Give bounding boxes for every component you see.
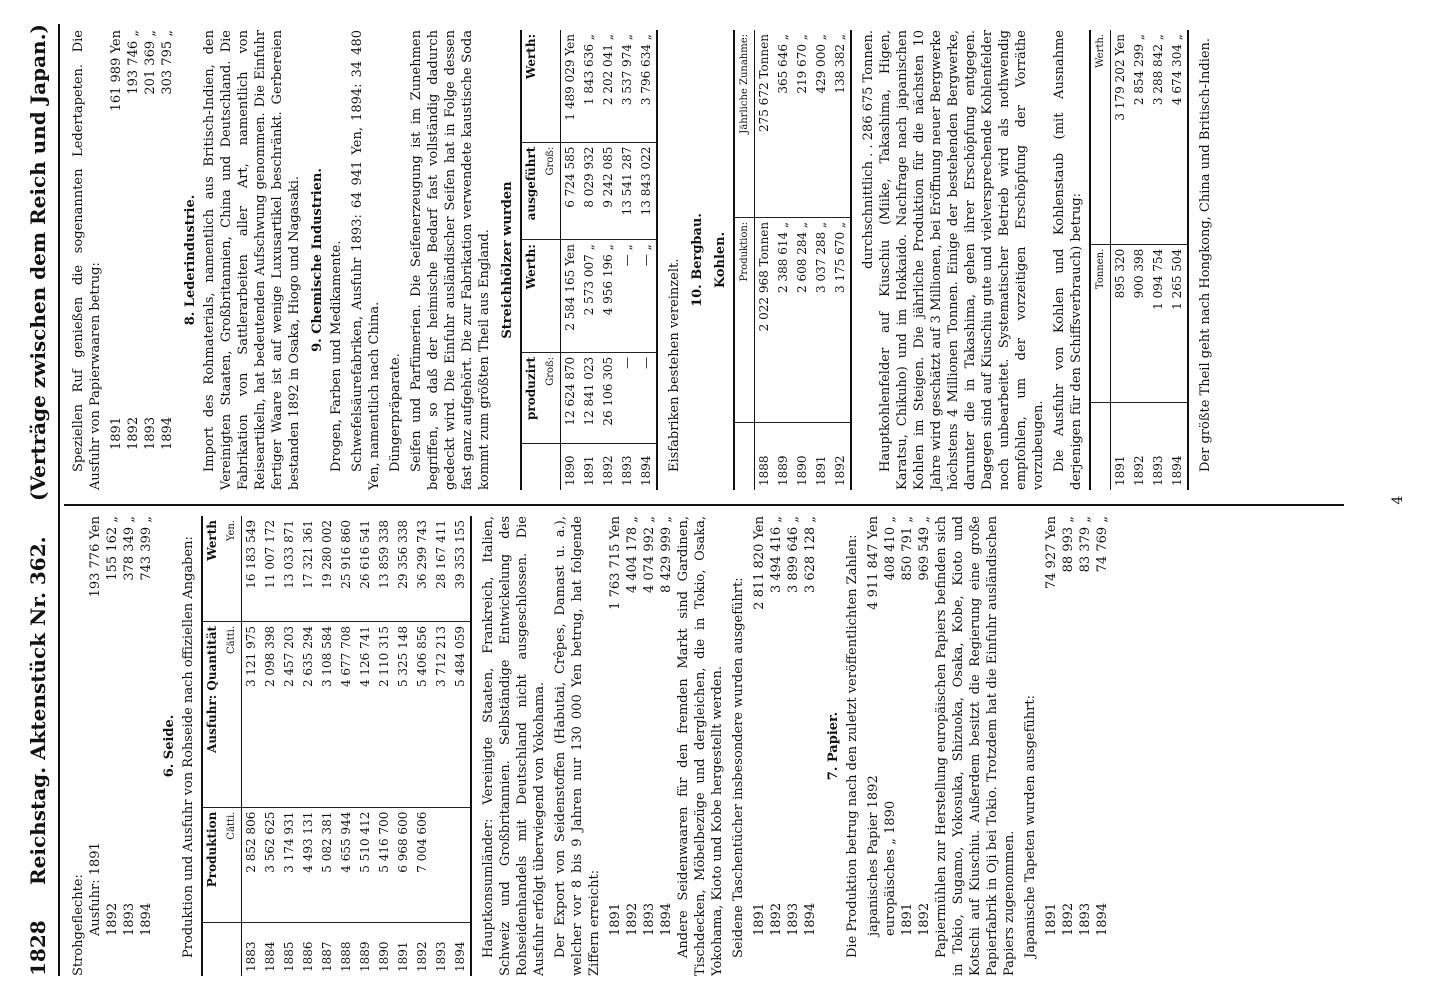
list-cell: 74 927 Yen <box>1044 516 1059 590</box>
table-cell: 25 916 860 <box>337 516 356 621</box>
table-cell: 2 110 315 <box>375 621 394 807</box>
table-cell: 1889 <box>358 941 372 972</box>
list-cell: 1894 <box>139 902 154 936</box>
table-cell: 9 242 085 <box>599 142 618 240</box>
table-cell: — <box>637 352 657 444</box>
table-cell: 1891 <box>582 455 596 486</box>
list-item <box>125 30 142 490</box>
list-cell: 3 628 128 „ <box>803 516 818 594</box>
table-header-cell: Groß: <box>541 142 561 240</box>
table-cell: 4 655 944 <box>337 807 356 923</box>
table-cell: 1891 <box>814 455 828 486</box>
table-cell: 1887 <box>320 941 334 972</box>
list-cell: 1892 <box>917 902 932 936</box>
stroh-list <box>87 516 155 976</box>
table-cell: 6 968 600 <box>394 807 413 923</box>
table-cell: 1 265 504 <box>1168 244 1188 402</box>
table-cell: 4 677 708 <box>337 621 356 807</box>
table-cell: 11 007 172 <box>261 516 280 621</box>
list-cell: 155 162 „ <box>105 516 120 581</box>
list-item <box>104 516 121 976</box>
list-cell: 2 811 820 Yen <box>752 516 767 610</box>
list-item <box>1060 516 1077 976</box>
table-cell: 1890 <box>377 941 391 972</box>
table-cell: 3 175 670 „ <box>831 217 851 422</box>
table-cell: 4 126 741 <box>356 621 375 807</box>
table-cell: 4 956 196 „ <box>599 240 618 353</box>
table-cell: 26 616 541 <box>356 516 375 621</box>
chem-p2: Schwefelsäurefabriken, Ausfuhr 1893: 64 941 Yen, 1894: 34 480 Yen, namentlich nach China. <box>350 30 382 490</box>
table-cell: 1893 <box>620 455 634 486</box>
table-cell: 2 584 165 Yen <box>561 240 581 353</box>
table-cell: 1885 <box>282 941 296 972</box>
list-item <box>916 516 933 976</box>
table-cell: 1892 <box>601 455 615 486</box>
list-cell: 1893 <box>143 416 158 450</box>
table-cell: 2 573 007 „ <box>580 240 599 353</box>
table-cell: 1893 <box>434 941 448 972</box>
table-cell: 19 280 002 <box>318 516 337 621</box>
kohlen-export-head <box>1090 30 1111 490</box>
list-item <box>1094 516 1111 976</box>
table-header-cell: Groß: <box>541 352 561 444</box>
table-cell: — „ <box>637 240 657 353</box>
list-item <box>785 516 802 976</box>
tuch-list <box>751 516 819 976</box>
table-header-cell: Yen. <box>222 516 242 621</box>
table-cell: 13 843 022 <box>637 142 657 240</box>
table-cell: 1888 <box>339 941 353 972</box>
list-item <box>607 516 624 976</box>
seide-table-head <box>202 516 222 976</box>
leder-list <box>108 30 176 490</box>
list-item <box>87 516 104 976</box>
table-header-cell: Tonnen. <box>1090 244 1111 402</box>
table-row <box>812 30 831 490</box>
table-cell <box>451 807 471 923</box>
table-cell: 3 562 625 <box>261 807 280 923</box>
table-cell: 1883 <box>244 941 258 972</box>
right-column <box>70 30 1218 490</box>
list-cell: 408 410 „ <box>883 516 898 581</box>
streich-table-head <box>521 30 541 490</box>
table-row <box>1111 30 1131 490</box>
kohlen-export-body <box>1111 30 1189 490</box>
list-cell: 303 795 „ <box>160 30 175 95</box>
list-cell: 1894 <box>659 902 674 936</box>
streich-table-sub <box>541 30 561 490</box>
table-row <box>261 516 280 976</box>
list-cell: 1891 <box>608 902 623 936</box>
list-cell: europäisches „ 1890 <box>883 800 898 936</box>
list-item <box>899 516 916 976</box>
table-cell: 17 321 361 <box>299 516 318 621</box>
list-item <box>1077 516 1094 976</box>
table-cell: 1894 <box>451 923 471 976</box>
streich-table <box>520 30 658 490</box>
table-row <box>1130 30 1149 490</box>
table-cell: 2 202 041 „ <box>599 30 618 142</box>
seide-table-units <box>222 516 242 976</box>
list-cell: 1892 <box>1061 902 1076 936</box>
table-row <box>413 516 432 976</box>
seide-export-list <box>607 516 675 976</box>
section-seide-heading: 6. Seide. <box>162 714 177 778</box>
table-row <box>318 516 337 976</box>
list-cell: 83 379 „ <box>1078 516 1093 573</box>
table-row <box>831 30 851 490</box>
table-cell: 1894 <box>1168 402 1188 490</box>
list-cell: 1892 <box>105 902 120 936</box>
table-cell: 1891 <box>1113 455 1127 486</box>
list-item <box>882 516 899 976</box>
list-cell: 1894 <box>160 416 175 450</box>
table-header-cell <box>541 30 561 142</box>
table-cell: 2 852 806 <box>242 807 262 923</box>
chem-p3: Düngerpräparate. <box>388 353 403 472</box>
kohlen-average: durchschnittlich . . 286 675 Tonnen. <box>861 30 876 269</box>
list-cell: 1891 <box>1044 902 1059 936</box>
chem-p4: Seifen und Parfümerien. Die Seifenerzeugung ist im Zunehmen begriffen, so daß der heimische Bedarf fast vollständig dadurch gedeckt wird. Die Einfuhr ausländischer Seifen hat in Folge dessen fast ganz aufgehört. Die zur Fabrikation verwendete kaustische Soda kommt zum größten Theil aus England. <box>409 30 492 490</box>
seide-p4: Seidene Taschentücher insbesondere wurden ausgeführt: <box>731 577 746 958</box>
kohlen-table-body <box>755 30 852 490</box>
table-row <box>432 516 451 976</box>
table-cell: 3 108 584 <box>318 621 337 807</box>
table-cell: 1892 <box>415 941 429 972</box>
list-cell: 3 494 416 „ <box>769 516 784 594</box>
table-row <box>561 30 581 490</box>
list-item <box>142 30 159 490</box>
leder-p: Import des Rohmaterials, namentlich aus Britisch-Indien, den Vereinigten Staaten, Großbritannien, China und Deutschland. Die Fabrikation von Sattlerarbeiten aller Art, namentlich von Reiseartikeln, hat bedeutenden Aufschwung genommen. Die Einfuhr fertiger Waare ist auf wenige Luxusartikel beschränkt. Gerbereien bestanden 1892 in Osaka, Hiogo und Nagasaki. <box>202 30 302 490</box>
table-cell: 6 724 585 <box>561 142 581 240</box>
list-item <box>802 516 819 976</box>
seide-intro: Produktion und Ausfuhr von Rohseide nach offiziellen Angaben: <box>181 536 196 958</box>
table-cell: 5 082 381 <box>318 807 337 923</box>
table-cell: 1888 <box>757 455 771 486</box>
table-cell: 3 288 842 „ <box>1149 30 1168 244</box>
section-leder-heading: 8. Lederindustrie. <box>183 194 198 326</box>
table-cell: 13 033 871 <box>280 516 299 621</box>
stroh-label: Strohgeflechte: <box>71 874 86 976</box>
table-header-cell: Jährliche Zunahme: <box>734 30 755 217</box>
table-row <box>242 516 262 976</box>
page-title: Reichstag. Aktenstück Nr. 362. <box>26 536 50 885</box>
table-row <box>774 30 793 490</box>
chem-p1: Drogen, Farben und Medikamente. <box>329 240 344 472</box>
table-cell: 429 000 „ <box>812 30 831 217</box>
table-cell: 5 406 856 <box>413 621 432 807</box>
table-row <box>1168 30 1188 490</box>
table-row <box>394 516 413 976</box>
list-cell: 1891 <box>752 902 767 936</box>
table-cell: 39 353 155 <box>451 516 471 621</box>
bergbau-p1: Hauptkohlenfelder auf Kiuschiu (Miike, Takashima, Higen, Karatsu, Chikuho) und im Hokkaido. Nachfrage nach japanischen Kohlen im Steigen. Die jährliche Produktion für die nächsten 10 Jahre wird geschätzt auf 3 Millionen, bei Eröffnung neuer Bergwerke höchstens 4 Millionen Tonnen. Einige der bestehenden Bergwerke, darunter die in Takashima, gehen ihrer Erschöpfung entgegen. Dagegen sind auf Kiuschiu gute und vielversprechende Kohlenfelder noch unbearbeitet. Systematischer Betrieb wird als nothwendig empfohlen, um der vorzeitigen Erschöpfung der Vorräthe vorzubeugen. <box>878 30 1046 490</box>
table-cell: 3 179 202 Yen <box>1111 30 1131 244</box>
table-cell: 1890 <box>795 455 809 486</box>
table-cell: 12 841 023 <box>580 352 599 444</box>
table-cell: 2 388 614 „ <box>774 217 793 422</box>
table-cell: 3 174 931 <box>280 807 299 923</box>
table-cell: 28 167 411 <box>432 516 451 621</box>
list-cell: 193 746 „ <box>126 30 141 95</box>
table-header-cell <box>521 444 541 490</box>
table-row <box>280 516 299 976</box>
seide-p3: Andere Seidenwaaren für den fremden Markt sind Gardinen, Tischdecken, Möbelbezüge und dergleichen, die in Tokio, Osaka, Yokohama, Kioto und Kobe hergestellt werden. <box>676 516 725 976</box>
table-header-cell <box>541 240 561 353</box>
table-header-cell: Werth: <box>521 240 541 353</box>
list-cell: 969 549 „ <box>917 516 932 581</box>
table-cell: 3 712 213 <box>432 621 451 807</box>
table-cell: 900 398 <box>1130 244 1149 402</box>
list-item <box>138 516 155 976</box>
table-cell: 1892 <box>831 422 851 490</box>
table-row <box>637 30 657 490</box>
list-cell: 193 776 Yen <box>88 516 103 598</box>
seide-p2: Der Export von Seidenstoffen (Habutai, Crêpes, Damast u. a.), welcher vor 8 bis 9 Jahren nur 130 000 Yen betrug, hat folgende Ziffern erreicht: <box>553 516 602 976</box>
list-cell: 1892 <box>126 416 141 450</box>
page-number: 1828 <box>26 920 50 976</box>
list-cell: 161 989 Yen <box>109 30 124 112</box>
kohlen-table <box>733 30 852 490</box>
list-cell: 1893 <box>1078 902 1093 936</box>
list-cell: Ausfuhr: 1891 <box>88 842 103 936</box>
list-cell: 4 074 992 „ <box>642 516 657 594</box>
tapeten-list <box>1043 516 1111 976</box>
table-cell: 2 098 398 <box>261 621 280 807</box>
table-header-cell <box>1090 402 1111 490</box>
list-cell: 4 911 847 Yen <box>866 516 881 610</box>
table-cell: 12 624 870 <box>561 352 581 444</box>
table-header-cell: Cätti. <box>222 807 242 923</box>
table-cell <box>432 807 451 923</box>
list-item <box>865 516 882 976</box>
table-cell: 1 094 754 <box>1149 244 1168 402</box>
table-cell: 5 325 148 <box>394 621 413 807</box>
list-cell: 378 349 „ <box>122 516 137 581</box>
table-cell: — „ <box>618 240 637 353</box>
kohlen-table-head <box>734 30 755 490</box>
list-cell: 1893 <box>786 902 801 936</box>
table-row <box>580 30 599 490</box>
table-row <box>793 30 812 490</box>
table-cell: 2 457 203 <box>280 621 299 807</box>
table-header-cell: Produktion: <box>734 217 755 422</box>
table-cell: 1884 <box>263 941 277 972</box>
section-chem-heading: 9. Chemische Industrien. <box>310 168 325 352</box>
list-cell: 1894 <box>1095 902 1110 936</box>
table-header-cell <box>541 444 561 490</box>
list-cell: 1 763 715 Yen <box>608 516 623 610</box>
table-header-cell <box>734 422 755 490</box>
table-header-cell <box>202 923 222 976</box>
table-cell: 275 672 Tonnen <box>755 30 775 217</box>
table-cell: 2 854 299 „ <box>1130 30 1149 244</box>
section-papier-heading: 7. Papier. <box>826 711 841 781</box>
table-cell: 36 299 743 <box>413 516 432 621</box>
table-cell: 5 484 059 <box>451 621 471 807</box>
seide-table <box>201 516 472 976</box>
list-cell: 1892 <box>625 902 640 936</box>
table-cell: 365 646 „ <box>774 30 793 217</box>
table-cell: 13 859 338 <box>375 516 394 621</box>
table-cell: 138 382 „ <box>831 30 851 217</box>
table-row <box>337 516 356 976</box>
column-divider <box>64 504 1344 506</box>
table-row <box>356 516 375 976</box>
table-cell: 3 037 288 „ <box>812 217 831 422</box>
table-cell: 4 674 304 „ <box>1168 30 1188 244</box>
table-cell: 3 796 634 „ <box>637 30 657 142</box>
left-column <box>70 516 1111 976</box>
list-cell: 8 429 999 „ <box>659 516 674 594</box>
table-cell: 1886 <box>301 941 315 972</box>
table-row <box>618 30 637 490</box>
page-subtitle: (Verträge zwischen dem Reich und Japan.) <box>26 24 50 502</box>
table-cell: 219 670 „ <box>793 30 812 217</box>
bergbau-p3: Der größte Theil geht nach Hongkong, China und Britisch-Indien. <box>1198 37 1213 472</box>
list-cell: 74 769 „ <box>1095 516 1110 573</box>
table-header-cell: Werth: <box>521 30 541 142</box>
table-header-cell: Produktion <box>202 807 222 923</box>
table-header-cell <box>222 923 242 976</box>
table-row <box>599 30 618 490</box>
table-cell: 1 489 029 Yen <box>561 30 581 142</box>
table-header-cell: Werth. <box>1090 30 1111 244</box>
table-header-cell: ausgeführt <box>521 142 541 240</box>
table-cell: 7 004 606 <box>413 807 432 923</box>
table-row <box>755 30 775 490</box>
table-header-cell: produzirt <box>521 352 541 444</box>
papier-p: Papiermühlen zur Herstellung europäischen Papiers befinden sich in Tokio, Sugamo, Yokosuka, Shizuoka, Osaka, Kobe, Kioto und Kotschi auf Kiuschiu. Außerdem besitzt die Regierung eine große Papierfabrik in Oji bei Tokio. Trotzdem hat die Einfuhr ausländischen Papiers zugenommen. <box>934 516 1017 976</box>
streich-table-body <box>561 30 658 490</box>
list-item <box>159 30 176 490</box>
list-cell: 850 791 „ <box>900 516 915 581</box>
table-cell: 4 493 131 <box>299 807 318 923</box>
table-header-cell: Werth <box>202 516 222 621</box>
table-cell: 2 022 968 Tonnen <box>755 217 775 422</box>
table-cell: 16 183 549 <box>242 516 262 621</box>
papier-intro: Die Produktion betrug nach den zuletzt veröffentlichten Zahlen: <box>845 534 860 958</box>
table-cell: 1 843 636 „ <box>580 30 599 142</box>
footer-page-number: 4 <box>1390 495 1406 505</box>
section-bergbau-heading: 10. Bergbau. <box>690 213 705 307</box>
table-cell: 29 356 338 <box>394 516 413 621</box>
kohlen-export-table <box>1089 30 1189 490</box>
seide-table-body <box>242 516 472 976</box>
list-item <box>658 516 675 976</box>
table-cell: 3 121 975 <box>242 621 262 807</box>
table-cell: 1893 <box>1151 455 1165 486</box>
table-cell: — <box>618 352 637 444</box>
table-cell: 3 537 974 „ <box>618 30 637 142</box>
list-item <box>751 516 768 976</box>
table-cell: 2 608 284 „ <box>793 217 812 422</box>
table-header-cell: Ausfuhr: Quantität <box>202 621 222 807</box>
table-cell: 8 029 932 <box>580 142 599 240</box>
list-cell: 1894 <box>803 902 818 936</box>
table-cell: 1894 <box>637 444 657 490</box>
eis-text: Eisfabriken bestehen vereinzelt. <box>667 258 682 472</box>
table-cell: 1892 <box>1132 455 1146 486</box>
table-row <box>451 516 471 976</box>
table-cell: 1890 <box>563 455 577 486</box>
papier-list <box>865 516 933 976</box>
list-item <box>121 516 138 976</box>
list-cell: 201 369 „ <box>143 30 158 95</box>
list-cell: 1893 <box>122 902 137 936</box>
table-cell: 5 416 700 <box>375 807 394 923</box>
bergbau-p2: Die Ausfuhr von Kohlen und Kohlenstaub (mit Ausnahme derjenigen für den Schiffsverbrauch) betrug: <box>1052 30 1084 490</box>
list-cell: 3 899 646 „ <box>786 516 801 594</box>
seide-p1: Hauptkonsumländer: Vereinigte Staaten, Frankreich, Italien, Schweiz und Großbritannien. Selbständige Entwickelung des Rohseidenhandels mit Deutschland nicht ausgeschlossen. Die Ausfuhr erfolgt überwiegend von Yokohama. <box>481 516 547 976</box>
list-cell: japanisches Papier 1892 <box>866 775 881 936</box>
table-cell: 26 106 305 <box>599 352 618 444</box>
list-cell: 1891 <box>109 416 124 450</box>
list-cell: 4 404 178 „ <box>625 516 640 594</box>
table-row <box>1149 30 1168 490</box>
streich-heading: Streichhölzer wurden <box>500 181 515 339</box>
list-item <box>1043 516 1060 976</box>
tapeten-intro: Japanische Tapeten wurden ausgeführt: <box>1023 695 1038 958</box>
list-cell: 1892 <box>769 902 784 936</box>
kohlen-subheading: Kohlen. <box>713 231 728 289</box>
table-row <box>299 516 318 976</box>
list-item <box>768 516 785 976</box>
table-cell: 5 510 412 <box>356 807 375 923</box>
list-cell: 1891 <box>900 902 915 936</box>
list-item <box>641 516 658 976</box>
list-cell: 88 993 „ <box>1061 516 1076 573</box>
table-cell: 1891 <box>396 941 410 972</box>
leder-intro: Speziellen Ruf genießen die sogenannten Ledertapeten. Die Ausfuhr von Papierwaaren betrug: <box>71 30 103 490</box>
list-item <box>108 30 125 490</box>
table-cell: 2 635 294 <box>299 621 318 807</box>
list-cell: 743 399 „ <box>139 516 154 581</box>
list-item <box>624 516 641 976</box>
page-header <box>18 24 60 976</box>
table-cell: 1889 <box>776 455 790 486</box>
table-header-cell: Cätti. <box>222 621 242 807</box>
table-cell: 13 541 287 <box>618 142 637 240</box>
list-cell: 1893 <box>642 902 657 936</box>
table-row <box>375 516 394 976</box>
table-cell: 895 320 <box>1111 244 1131 402</box>
